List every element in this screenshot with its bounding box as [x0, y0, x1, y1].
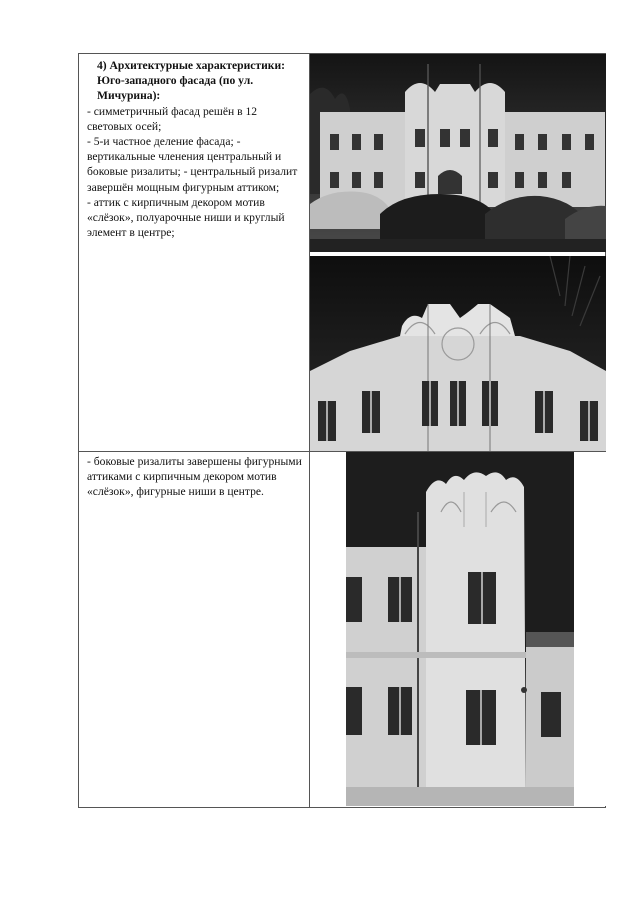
feature-line: - 5-и частное деление фасада; - вертикальные членения центральный и боковые ризалиты; - центральный ризалит завершён мощным фигурным аттиком;: [87, 135, 298, 194]
facade-photo: [310, 54, 606, 252]
characteristics-table: [78, 53, 606, 808]
photo-cell: [310, 54, 606, 452]
table-row: [79, 452, 606, 808]
feature-line: - симметричный фасад решён в 12 световых осей;: [87, 104, 258, 133]
photo-cell: [310, 452, 606, 808]
feature-line: - аттик с кирпичным декором мотив «слёзок», полуарочные ниши и круглый элемент в центре;: [87, 195, 285, 240]
section-heading: 4) Архитектурные характеристики: Юго-западного фасада (по ул. Мичурина):: [97, 59, 286, 103]
description-cell: [79, 452, 310, 808]
attic-photo: [310, 256, 606, 451]
side-risalit-photo: [310, 452, 606, 806]
description-cell: [79, 54, 310, 452]
table-row: [79, 54, 606, 452]
feature-line: - боковые ризалиты завершены фигурными аттиками с кирпичным декором мотив «слёзок», фигурные ниши в центре.: [87, 455, 302, 499]
